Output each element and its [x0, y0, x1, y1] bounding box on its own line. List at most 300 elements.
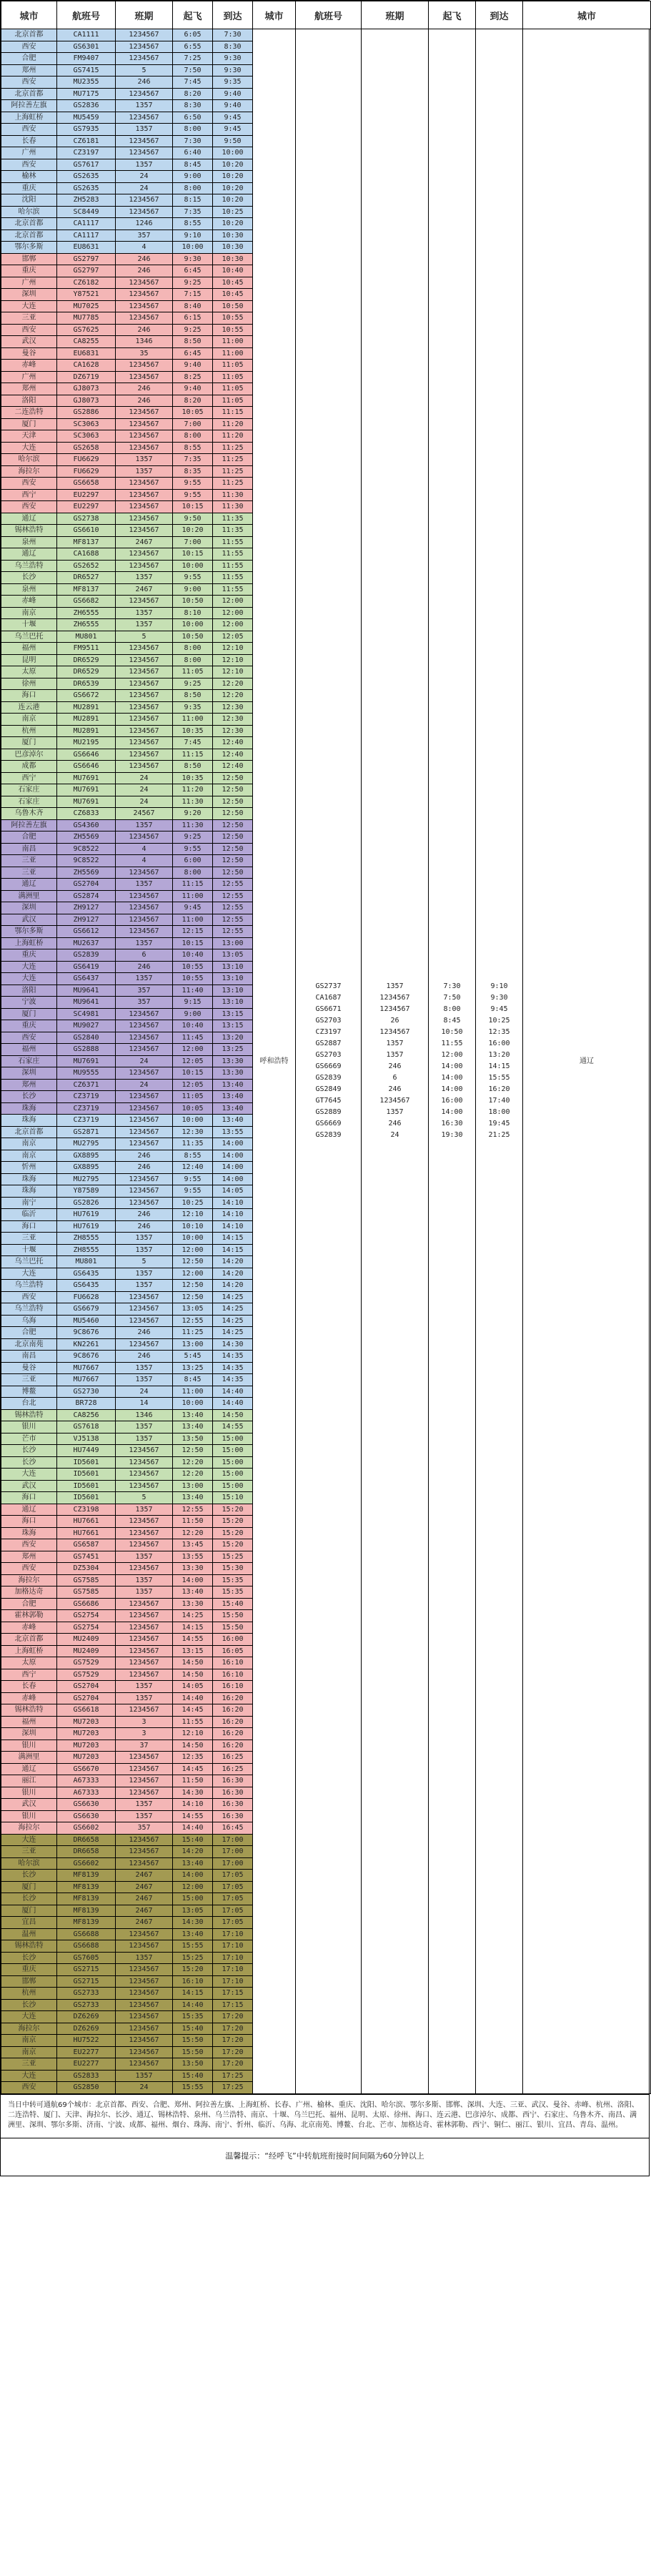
inbound-departure: 9:00 — [173, 1008, 213, 1020]
inbound-arrival: 16:10 — [213, 1657, 253, 1669]
inbound-schedule: 2467 — [116, 536, 173, 548]
inbound-schedule: 1234567 — [116, 1456, 173, 1469]
origin-city: 南宁 — [1, 1197, 57, 1209]
inbound-departure: 11:25 — [173, 1327, 213, 1339]
inbound-arrival: 13:10 — [213, 984, 253, 997]
inbound-schedule: 1234567 — [116, 596, 173, 608]
origin-city: 上海虹桥 — [1, 1645, 57, 1657]
inbound-schedule: 1234567 — [116, 277, 173, 289]
origin-city: 通辽 — [1, 879, 57, 891]
inbound-flight: MU2891 — [57, 725, 116, 737]
inbound-arrival: 17:10 — [213, 1952, 253, 1964]
inbound-arrival: 12:55 — [213, 914, 253, 926]
inbound-departure: 12:00 — [173, 1244, 213, 1256]
inbound-departure: 10:00 — [173, 1233, 213, 1245]
inbound-schedule: 1234567 — [116, 442, 173, 454]
outbound-departure: 7:50 — [443, 994, 461, 1002]
inbound-departure: 12:20 — [173, 1456, 213, 1469]
inbound-departure: 8:20 — [173, 88, 213, 100]
inbound-schedule: 1234567 — [116, 2035, 173, 2047]
origin-city: 银川 — [1, 1810, 57, 1822]
inbound-departure: 9:25 — [173, 277, 213, 289]
inbound-schedule: 1234567 — [116, 1338, 173, 1351]
inbound-flight: MU7203 — [57, 1716, 116, 1728]
inbound-arrival: 9:30 — [213, 64, 253, 77]
inbound-flight: GS2874 — [57, 890, 116, 902]
origin-city: 大连 — [1, 2011, 57, 2023]
origin-city: 海拉尔 — [1, 1822, 57, 1835]
origin-city: 霍林郭勒 — [1, 1610, 57, 1622]
origin-city: 三亚 — [1, 1374, 57, 1386]
origin-city: 武汉 — [1, 336, 57, 348]
inbound-flight: ZH5283 — [57, 194, 116, 207]
inbound-arrival: 13:10 — [213, 961, 253, 973]
inbound-flight: CZ3719 — [57, 1115, 116, 1127]
inbound-departure: 9:25 — [173, 678, 213, 690]
inbound-arrival: 15:35 — [213, 1574, 253, 1586]
origin-city: 赤峰 — [1, 360, 57, 372]
origin-city: 西安 — [1, 1539, 57, 1551]
origin-city: 泉州 — [1, 583, 57, 596]
origin-city: 哈尔滨 — [1, 1857, 57, 1870]
origin-city: 乌鲁木齐 — [1, 808, 57, 820]
origin-city: 珠海 — [1, 1173, 57, 1185]
inbound-arrival: 10:00 — [213, 147, 253, 159]
inbound-schedule: 5 — [116, 64, 173, 77]
origin-city: 厦门 — [1, 1905, 57, 1917]
inbound-departure: 9:20 — [173, 808, 213, 820]
inbound-departure: 11:55 — [173, 1716, 213, 1728]
inbound-schedule: 1234567 — [116, 1999, 173, 2011]
inbound-schedule: 1234567 — [116, 1480, 173, 1492]
outbound-flight: GS2849 — [315, 1085, 342, 1094]
origin-city: 洛阳 — [1, 395, 57, 407]
inbound-schedule: 1234567 — [116, 1975, 173, 1988]
origin-city: 厦门 — [1, 1008, 57, 1020]
destination-city: 通辽 — [523, 29, 651, 2094]
inbound-arrival: 12:55 — [213, 879, 253, 891]
inbound-departure: 11:50 — [173, 1516, 213, 1528]
outbound-schedule: 24 — [390, 1131, 399, 1140]
origin-city: 西安 — [1, 159, 57, 171]
inbound-departure: 14:55 — [173, 1810, 213, 1822]
inbound-departure: 7:00 — [173, 536, 213, 548]
inbound-flight: GS2733 — [57, 1988, 116, 2000]
header-schedule-out: 班期 — [362, 1, 429, 29]
inbound-arrival: 10:20 — [213, 171, 253, 183]
origin-city: 西安 — [1, 478, 57, 490]
inbound-schedule: 1234567 — [116, 1173, 173, 1185]
inbound-departure: 9:15 — [173, 997, 213, 1009]
outbound-departure: 16:30 — [441, 1120, 463, 1128]
origin-city: 北京首都 — [1, 1126, 57, 1138]
inbound-schedule: 1357 — [116, 607, 173, 619]
inbound-departure: 10:05 — [173, 1102, 213, 1115]
inbound-schedule: 1357 — [116, 100, 173, 112]
inbound-schedule: 1234567 — [116, 300, 173, 312]
inbound-flight: DR6529 — [57, 666, 116, 678]
inbound-schedule: 1234567 — [116, 1645, 173, 1657]
inbound-arrival: 12:40 — [213, 749, 253, 761]
inbound-flight: CA1628 — [57, 360, 116, 372]
inbound-departure: 8:30 — [173, 100, 213, 112]
inbound-arrival: 16:45 — [213, 1822, 253, 1835]
origin-city: 哈尔滨 — [1, 454, 57, 466]
inbound-flight: CZ6182 — [57, 277, 116, 289]
inbound-schedule: 246 — [116, 324, 173, 336]
inbound-departure: 11:05 — [173, 666, 213, 678]
inbound-schedule: 246 — [116, 253, 173, 265]
inbound-departure: 13:40 — [173, 1409, 213, 1421]
outbound-arrival: 10:25 — [488, 1017, 510, 1025]
origin-city: 珠海 — [1, 1527, 57, 1539]
outbound-arrival: 12:35 — [488, 1028, 510, 1037]
inbound-arrival: 11:55 — [213, 572, 253, 584]
inbound-arrival: 17:00 — [213, 1857, 253, 1870]
inbound-schedule: 4 — [116, 843, 173, 855]
inbound-schedule: 1357 — [116, 465, 173, 478]
inbound-departure: 9:55 — [173, 489, 213, 501]
inbound-departure: 6:45 — [173, 265, 213, 277]
inbound-departure: 6:15 — [173, 312, 213, 325]
inbound-schedule: 2467 — [116, 1917, 173, 1929]
inbound-flight: DZ6269 — [57, 2011, 116, 2023]
inbound-arrival: 9:40 — [213, 100, 253, 112]
origin-city: 西宁 — [1, 489, 57, 501]
inbound-schedule: 1234567 — [116, 1044, 173, 1056]
inbound-arrival: 16:20 — [213, 1704, 253, 1717]
inbound-flight: GS2797 — [57, 253, 116, 265]
inbound-flight: A67333 — [57, 1787, 116, 1799]
inbound-arrival: 11:55 — [213, 583, 253, 596]
inbound-departure: 9:55 — [173, 1173, 213, 1185]
inbound-flight: GS7935 — [57, 124, 116, 136]
outbound-departure: 19:30 — [441, 1131, 463, 1140]
origin-city: 重庆 — [1, 1964, 57, 1976]
inbound-arrival: 12:40 — [213, 737, 253, 749]
inbound-departure: 15:40 — [173, 2023, 213, 2035]
inbound-schedule: 246 — [116, 265, 173, 277]
origin-city: 长春 — [1, 135, 57, 147]
inbound-flight: MU5459 — [57, 112, 116, 124]
inbound-schedule: 1234567 — [116, 1020, 173, 1032]
inbound-departure: 6:40 — [173, 147, 213, 159]
inbound-flight: MU2195 — [57, 737, 116, 749]
inbound-departure: 14:50 — [173, 1669, 213, 1681]
inbound-flight: GS6646 — [57, 749, 116, 761]
inbound-arrival: 17:20 — [213, 2011, 253, 2023]
origin-city: 十堰 — [1, 1244, 57, 1256]
inbound-departure: 8:55 — [173, 1150, 213, 1162]
header-depart-in: 起飞 — [173, 1, 213, 29]
origin-city: 重庆 — [1, 182, 57, 194]
outbound-flight: CA1687 — [315, 994, 342, 1002]
inbound-flight: SC8449 — [57, 206, 116, 218]
inbound-flight: CA1117 — [57, 218, 116, 230]
inbound-departure: 12:15 — [173, 926, 213, 938]
inbound-flight: GS2840 — [57, 1032, 116, 1044]
inbound-departure: 14:30 — [173, 1787, 213, 1799]
inbound-flight: GS7451 — [57, 1551, 116, 1563]
outbound-flight: GS6669 — [315, 1120, 342, 1128]
inbound-schedule: 2467 — [116, 1893, 173, 1905]
inbound-flight: DR6539 — [57, 678, 116, 690]
inbound-arrival: 14:50 — [213, 1409, 253, 1421]
inbound-flight: VJ5138 — [57, 1433, 116, 1445]
inbound-flight: GS7415 — [57, 64, 116, 77]
inbound-arrival: 10:30 — [213, 230, 253, 242]
inbound-arrival: 9:45 — [213, 124, 253, 136]
inbound-arrival: 17:05 — [213, 1905, 253, 1917]
inbound-departure: 13:15 — [173, 1645, 213, 1657]
transfer-tip: 温馨提示：“经呼飞”中转航班衔接时间间隔为60分钟以上 — [1, 2138, 649, 2176]
inbound-schedule: 1234567 — [116, 478, 173, 490]
origin-city: 赤峰 — [1, 1622, 57, 1634]
origin-city: 长沙 — [1, 1999, 57, 2011]
origin-city: 北京首都 — [1, 1634, 57, 1646]
inbound-departure: 6:00 — [173, 855, 213, 867]
inbound-flight: GS6435 — [57, 1280, 116, 1292]
inbound-arrival: 14:25 — [213, 1303, 253, 1316]
inbound-schedule: 1234567 — [116, 88, 173, 100]
inbound-schedule: 1234567 — [116, 53, 173, 65]
inbound-arrival: 13:40 — [213, 1115, 253, 1127]
origin-city: 石家庄 — [1, 796, 57, 808]
inbound-flight: GS6672 — [57, 690, 116, 702]
origin-city: 珠海 — [1, 1115, 57, 1127]
inbound-flight: 9C8522 — [57, 855, 116, 867]
inbound-departure: 9:55 — [173, 1185, 213, 1198]
inbound-schedule: 1234567 — [116, 1032, 173, 1044]
inbound-flight: MU2795 — [57, 1173, 116, 1185]
header-dest-city: 城市 — [523, 1, 651, 29]
origin-city: 乌兰巴托 — [1, 1256, 57, 1268]
inbound-arrival: 17:10 — [213, 1964, 253, 1976]
inbound-arrival: 15:50 — [213, 1610, 253, 1622]
inbound-departure: 13:30 — [173, 1563, 213, 1575]
inbound-arrival: 15:20 — [213, 1539, 253, 1551]
origin-city: 南京 — [1, 607, 57, 619]
inbound-departure: 10:15 — [173, 1067, 213, 1080]
inbound-flight: MU801 — [57, 1256, 116, 1268]
inbound-arrival: 13:40 — [213, 1079, 253, 1091]
inbound-departure: 7:50 — [173, 64, 213, 77]
inbound-arrival: 13:40 — [213, 1091, 253, 1103]
inbound-schedule: 1357 — [116, 1233, 173, 1245]
inbound-departure: 14:55 — [173, 1634, 213, 1646]
origin-city: 榆林 — [1, 171, 57, 183]
inbound-arrival: 12:05 — [213, 631, 253, 643]
inbound-arrival: 16:20 — [213, 1728, 253, 1740]
inbound-departure: 10:55 — [173, 973, 213, 985]
inbound-departure: 8:50 — [173, 761, 213, 773]
inbound-arrival: 11:55 — [213, 548, 253, 561]
inbound-schedule: 1234567 — [116, 1928, 173, 1940]
inbound-arrival: 16:20 — [213, 1739, 253, 1752]
inbound-arrival: 14:05 — [213, 1185, 253, 1198]
inbound-flight: DR6527 — [57, 572, 116, 584]
outbound-flight: CZ3197 — [315, 1028, 342, 1037]
origin-city: 洛阳 — [1, 984, 57, 997]
inbound-schedule: 1357 — [116, 1574, 173, 1586]
inbound-departure: 13:50 — [173, 1433, 213, 1445]
inbound-departure: 5:45 — [173, 1351, 213, 1363]
inbound-departure: 11:30 — [173, 796, 213, 808]
origin-city: 西安 — [1, 1291, 57, 1303]
origin-city: 郑州 — [1, 1079, 57, 1091]
inbound-departure: 10:50 — [173, 596, 213, 608]
inbound-arrival: 15:30 — [213, 1563, 253, 1575]
origin-city: 大连 — [1, 973, 57, 985]
inbound-departure: 7:35 — [173, 206, 213, 218]
inbound-schedule: 1234567 — [116, 194, 173, 207]
inbound-arrival: 14:30 — [213, 1338, 253, 1351]
origin-city: 海口 — [1, 1516, 57, 1528]
origin-city: 邯郸 — [1, 1975, 57, 1988]
inbound-schedule: 1234567 — [116, 407, 173, 419]
inbound-departure: 9:25 — [173, 324, 213, 336]
origin-city: 深圳 — [1, 1067, 57, 1080]
inbound-arrival: 11:55 — [213, 560, 253, 572]
inbound-arrival: 14:10 — [213, 1220, 253, 1233]
inbound-flight: BR728 — [57, 1398, 116, 1410]
inbound-schedule: 24 — [116, 171, 173, 183]
inbound-flight: EU2297 — [57, 501, 116, 513]
inbound-departure: 13:30 — [173, 1598, 213, 1610]
inbound-arrival: 12:50 — [213, 784, 253, 796]
inbound-arrival: 12:50 — [213, 843, 253, 855]
inbound-schedule: 6 — [116, 949, 173, 962]
inbound-flight: MU7691 — [57, 796, 116, 808]
inbound-flight: GS6658 — [57, 478, 116, 490]
inbound-departure: 8:00 — [173, 654, 213, 666]
origin-city: 三亚 — [1, 867, 57, 879]
outbound-departure: 11:55 — [441, 1040, 463, 1048]
inbound-flight: ZH9127 — [57, 914, 116, 926]
origin-city: 武汉 — [1, 914, 57, 926]
transfer-cities-note: 当日中转可通航69个城市：北京首都、西安、合肥、郑州、阿拉善左旗、上海虹桥、长春、广州、榆林、重庆、沈阳、哈尔滨、鄂尔多斯、邯郸、深圳、大连、三亚、武汉、曼谷、赤峰、杭州、洛阳、二连浩特、厦门、天津、海拉尔、长沙、通辽、锡林浩特、泉州、乌兰浩特、南京、十堰、乌兰巴托、福州、昆明、太原、徐州、海口、连云港、巴彦淖尔、成都、西宁、石家庄、乌鲁木齐、南昌、满洲里、深圳、鄂尔多斯、济南、宁波、成都、福州、烟台、珠海、南宁、忻州、临沂、乌海、北京南苑、博鳌、台北、芒市、加格达奇、霍林郭勒、西宁、铜仁、丽江、银川、宜昌、青岛、温州。 — [1, 2094, 649, 2138]
origin-city: 北京南苑 — [1, 1338, 57, 1351]
inbound-departure: 12:05 — [173, 1079, 213, 1091]
inbound-flight: MU2637 — [57, 937, 116, 949]
origin-city: 赤峰 — [1, 596, 57, 608]
inbound-schedule: 357 — [116, 230, 173, 242]
origin-city: 邯郸 — [1, 253, 57, 265]
outbound-flight: GS6669 — [315, 1062, 342, 1071]
outbound-arrival: 17:40 — [488, 1097, 510, 1105]
origin-city: 乌兰浩特 — [1, 1280, 57, 1292]
inbound-flight: ZH5569 — [57, 831, 116, 844]
inbound-schedule: 1357 — [116, 1268, 173, 1280]
inbound-schedule: 1357 — [116, 124, 173, 136]
inbound-flight: MU9641 — [57, 984, 116, 997]
inbound-arrival: 17:00 — [213, 1846, 253, 1858]
header-city-in: 城市 — [1, 1, 57, 29]
inbound-departure: 11:45 — [173, 1032, 213, 1044]
inbound-flight: DR6529 — [57, 654, 116, 666]
inbound-flight: GS6688 — [57, 1940, 116, 1953]
inbound-flight: GS6602 — [57, 1857, 116, 1870]
inbound-schedule: 1234567 — [116, 112, 173, 124]
inbound-schedule: 24567 — [116, 808, 173, 820]
inbound-departure: 10:00 — [173, 619, 213, 631]
origin-city: 广州 — [1, 277, 57, 289]
inbound-departure: 6:50 — [173, 112, 213, 124]
inbound-departure: 10:00 — [173, 560, 213, 572]
inbound-flight: HU7661 — [57, 1527, 116, 1539]
inbound-schedule: 1234567 — [116, 1539, 173, 1551]
origin-city: 通辽 — [1, 513, 57, 525]
inbound-departure: 9:00 — [173, 583, 213, 596]
origin-city: 乌兰巴托 — [1, 631, 57, 643]
inbound-schedule: 1234567 — [116, 2046, 173, 2058]
inbound-arrival: 15:00 — [213, 1445, 253, 1457]
origin-city: 博鳌 — [1, 1386, 57, 1398]
inbound-schedule: 1234567 — [116, 831, 173, 844]
inbound-schedule: 1246 — [116, 218, 173, 230]
inbound-departure: 10:00 — [173, 1398, 213, 1410]
inbound-flight: 9C8676 — [57, 1327, 116, 1339]
origin-city: 珠海 — [1, 1185, 57, 1198]
inbound-departure: 8:15 — [173, 194, 213, 207]
outbound-schedule: 1357 — [386, 1040, 404, 1048]
inbound-schedule: 1234567 — [116, 1610, 173, 1622]
header-depart-out: 起飞 — [429, 1, 476, 29]
origin-city: 三亚 — [1, 2058, 57, 2071]
inbound-flight: ZH8555 — [57, 1233, 116, 1245]
origin-city: 十堰 — [1, 619, 57, 631]
origin-city: 广州 — [1, 147, 57, 159]
inbound-schedule: 246 — [116, 1327, 173, 1339]
origin-city: 三亚 — [1, 1846, 57, 1858]
inbound-flight: MU7203 — [57, 1728, 116, 1740]
origin-city: 长沙 — [1, 572, 57, 584]
inbound-departure: 10:00 — [173, 242, 213, 254]
outbound-arrival: 9:30 — [490, 994, 508, 1002]
inbound-flight: EU6831 — [57, 347, 116, 360]
inbound-departure: 13:50 — [173, 2058, 213, 2071]
origin-city: 合肥 — [1, 1327, 57, 1339]
inbound-schedule: 1357 — [116, 1681, 173, 1693]
inbound-arrival: 13:40 — [213, 1102, 253, 1115]
inbound-departure: 10:35 — [173, 725, 213, 737]
inbound-departure: 13:00 — [173, 1338, 213, 1351]
inbound-arrival: 14:25 — [213, 1315, 253, 1327]
inbound-flight: MU7175 — [57, 88, 116, 100]
inbound-arrival: 12:10 — [213, 654, 253, 666]
inbound-arrival: 14:35 — [213, 1374, 253, 1386]
inbound-arrival: 16:00 — [213, 1634, 253, 1646]
inbound-schedule: 2467 — [116, 583, 173, 596]
inbound-departure: 8:55 — [173, 442, 213, 454]
origin-city: 上海虹桥 — [1, 937, 57, 949]
outbound-departure: 10:50 — [441, 1028, 463, 1037]
inbound-departure: 14:50 — [173, 1739, 213, 1752]
inbound-schedule: 1234567 — [116, 1775, 173, 1787]
inbound-arrival: 17:20 — [213, 2023, 253, 2035]
origin-city: 温州 — [1, 1928, 57, 1940]
inbound-flight: HU7522 — [57, 2035, 116, 2047]
inbound-schedule: 1234567 — [116, 289, 173, 301]
inbound-arrival: 17:10 — [213, 1940, 253, 1953]
inbound-arrival: 12:30 — [213, 714, 253, 726]
inbound-schedule: 1234567 — [116, 737, 173, 749]
inbound-flight: GS2635 — [57, 171, 116, 183]
inbound-departure: 13:05 — [173, 1303, 213, 1316]
origin-city: 郑州 — [1, 1551, 57, 1563]
inbound-flight: FM9407 — [57, 53, 116, 65]
origin-city: 银川 — [1, 1787, 57, 1799]
